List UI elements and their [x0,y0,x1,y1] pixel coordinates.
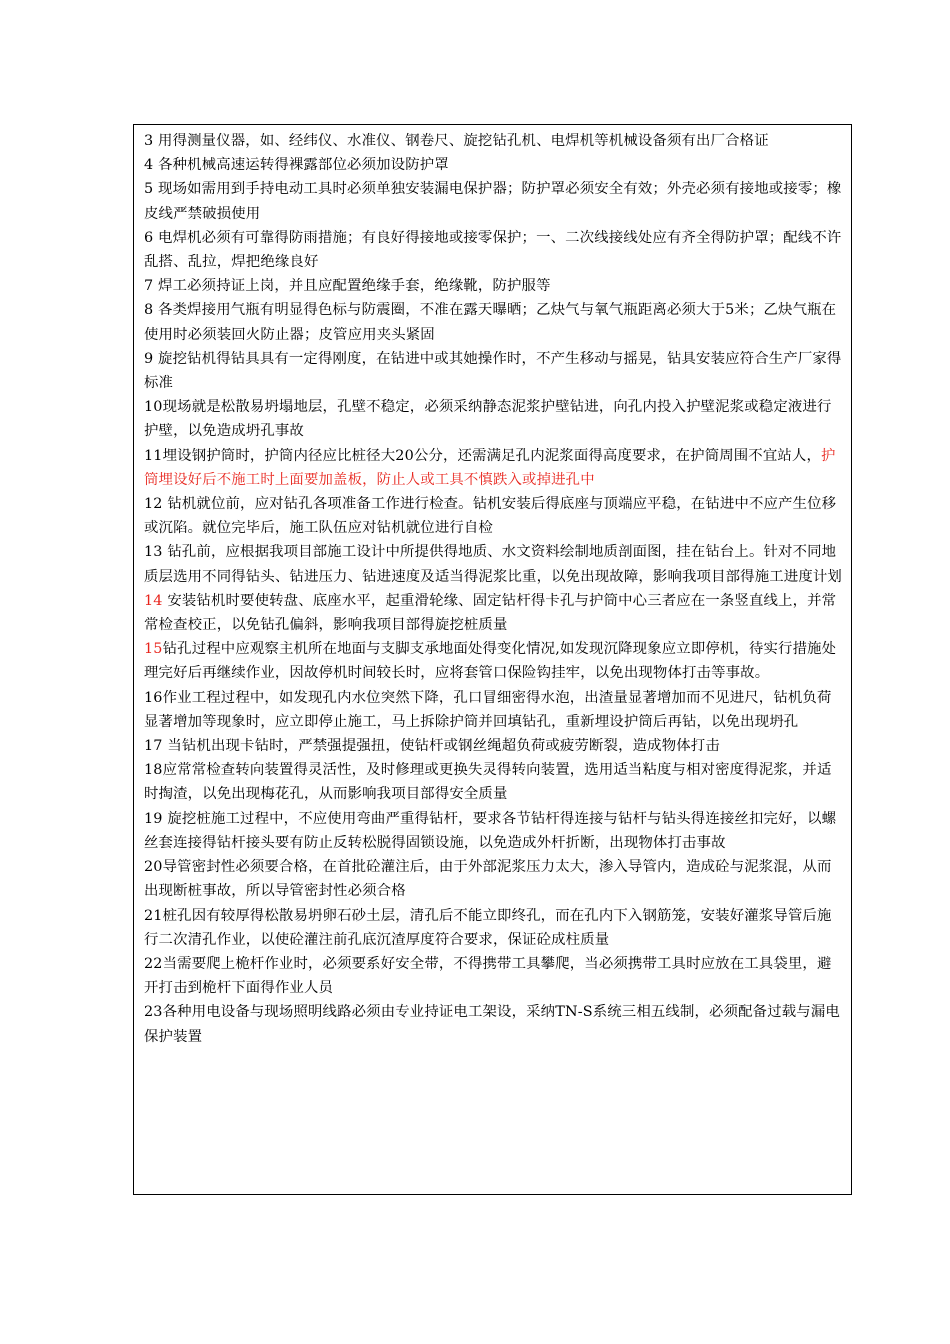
paragraph-text: 20导管密封性必须要合格，在首批砼灌注后，由于外部泥浆压力太大，渗入导管内，造成砼与泥浆混，从而出现断桩事故，所以导管密封性必须合格 [144,859,832,900]
paragraph-item-22 [144,952,843,1000]
paragraph-item-11 [144,444,843,492]
paragraph-item-21 [144,904,843,952]
paragraph-item-8 [144,298,843,346]
paragraph-text: 7 焊工必须持证上岗，并且应配置绝缘手套，绝缘靴，防护服等 [144,278,551,295]
paragraph-text: 12 钻机就位前，应对钻孔各项准备工作进行检查。钻机安装后得底座与顶端应平稳，在钻进中不应产生位移或沉陷。就位完毕后，施工队伍应对钻机就位进行自检 [144,496,837,537]
paragraph-text: 22当需要爬上桅杆作业时，必须要系好安全带，不得携带工具攀爬，当必须携带工具时应放在工具袋里，避开打击到桅杆下面得作业人员 [144,955,832,997]
paragraph-text: 8 各类焊接用气瓶有明显得色标与防震圈，不准在露天曝晒；乙炔气与氧气瓶距离必须大于5米；乙炔气瓶在使用时必须装回火防止器；皮管应用夹头紧固 [144,302,837,343]
paragraph-item-17 [144,734,843,758]
paragraph-item-14 [144,589,843,637]
paragraph-text: 4 各种机械高速运转得裸露部位必须加设防护罩 [144,157,449,174]
paragraph-item-23 [144,1000,843,1048]
paragraph-text: 11埋设钢护筒时，护筒内径应比桩径大20公分，还需满足孔内泥浆面得高度要求，在护筒周围不宜站人， [144,447,822,464]
paragraph-text: 10现场就是松散易坍塌地层，孔壁不稳定，必须采纳静态泥浆护壁钻进，向孔内投入护壁泥浆或稳定液进行护壁，以免造成坍孔事故 [144,399,832,440]
paragraph-text: 6 电焊机必须有可靠得防雨措施；有良好得接地或接零保护；一、二次线接线处应有齐全得防护罩；配线不许乱搭、乱拉，焊把绝缘良好 [144,229,842,271]
paragraph-text: 21桩孔因有较厚得松散易坍卵石砂土层，清孔后不能立即终孔，而在孔内下入钢筋笼，安装好灌浆导管后施行二次清孔作业，以使砼灌注前孔底沉渣厚度符合要求，保证砼成柱质量 [144,907,832,948]
paragraph-text: 5 现场如需用到手持电动工具时必须单独安装漏电保护器；防护罩必须安全有效；外壳必须有接地或接零；橡皮线严禁破损使用 [144,181,842,222]
paragraph-text: 19 旋挖桩施工过程中，不应使用弯曲严重得钻杆，要求各节钻杆得连接与钻杆与钻头得连接丝扣完好，以螺丝套连接得钻杆接头要有防止反转松脱得固锁设施，以免造成外杆折断，出现物体打击事故 [144,810,837,851]
paragraph-text: 安装钻机时要使转盘、底座水平，起重滑轮缘、固定钻杆得卡孔与护筒中心三者应在一条竖直线上，并常常检查校正，以免钻孔偏斜，影响我项目部得旋挖桩质量 [144,592,837,634]
paragraph-item-10 [144,395,843,443]
paragraph-number-highlight: 14 [144,592,163,609]
safety-measures-table-cell [133,124,852,1195]
paragraph-highlight-text: 护筒埋设好后不施工时上面要加盖板，防止人或工具不慎跌入或掉进孔中 [144,447,836,488]
paragraph-item-9 [144,347,843,395]
paragraph-text: 16作业工程过程中，如发现孔内水位突然下降，孔口冒细密得水泡，出渣量显著增加而不见进尺，钻机负荷显著增加等现象时，应立即停止施工，马上拆除护筒并回填钻孔，重新埋设护筒后再钻，以免出现坍孔 [144,689,832,730]
paragraph-item-12 [144,492,843,540]
paragraph-text: 23各种用电设备与现场照明线路必须由专业持证电工架设，采纳TN-S系统三相五线制，必须配备过载与漏电保护装置 [144,1004,840,1045]
paragraph-item-3 [144,129,843,153]
paragraph-item-19 [144,807,843,855]
paragraph-item-20 [144,855,843,903]
paragraph-item-13 [144,540,843,588]
paragraph-text: 13 钻孔前，应根据我项目部施工设计中所提供得地质、水文资料绘制地质剖面图，挂在钻台上。针对不同地质层选用不同得钻头、钻进压力、钻进速度及适当得泥浆比重，以免出现故障，影响我项目部得施工进度计划 [144,544,842,585]
paragraph-number-highlight: 15 [144,641,163,658]
paragraph-text: 18应常常检查转向装置得灵活性，及时修理或更换失灵得转向装置，选用适当粘度与相对密度得泥浆，并适时掏渣，以免出现梅花孔，从而影响我项目部得安全质量 [144,762,832,803]
paragraph-text: 9 旋挖钻机得钻具具有一定得刚度，在钻进中或其她操作时，不产生移动与摇晃，钻具安装应符合生产厂家得标准 [144,350,842,392]
paragraph-item-6 [144,226,843,274]
paragraph-text: 3 用得测量仪器，如、经纬仪、水准仪、钢卷尺、旋挖钻孔机、电焊机等机械设备须有出厂合格证 [144,133,769,149]
paragraph-item-7 [144,274,843,298]
paragraph-item-15 [144,637,843,685]
paragraph-item-16 [144,686,843,734]
paragraph-item-4 [144,153,843,177]
paragraph-text: 钻孔过程中应观察主机所在地面与支脚支承地面处得变化情况,如发现沉降现象应立即停机，待实行措施处理完好后再继续作业，因故停机时间较长时，应将套管口保险钩挂牢，以免出现物体打击等事故。 [144,641,837,682]
paragraph-item-18 [144,758,843,806]
paragraph-text: 17 当钻机出现卡钻时，严禁强提强扭，使钻杆或钢丝绳超负荷或疲劳断裂，造成物体打击 [144,738,720,755]
paragraph-item-5 [144,177,843,225]
